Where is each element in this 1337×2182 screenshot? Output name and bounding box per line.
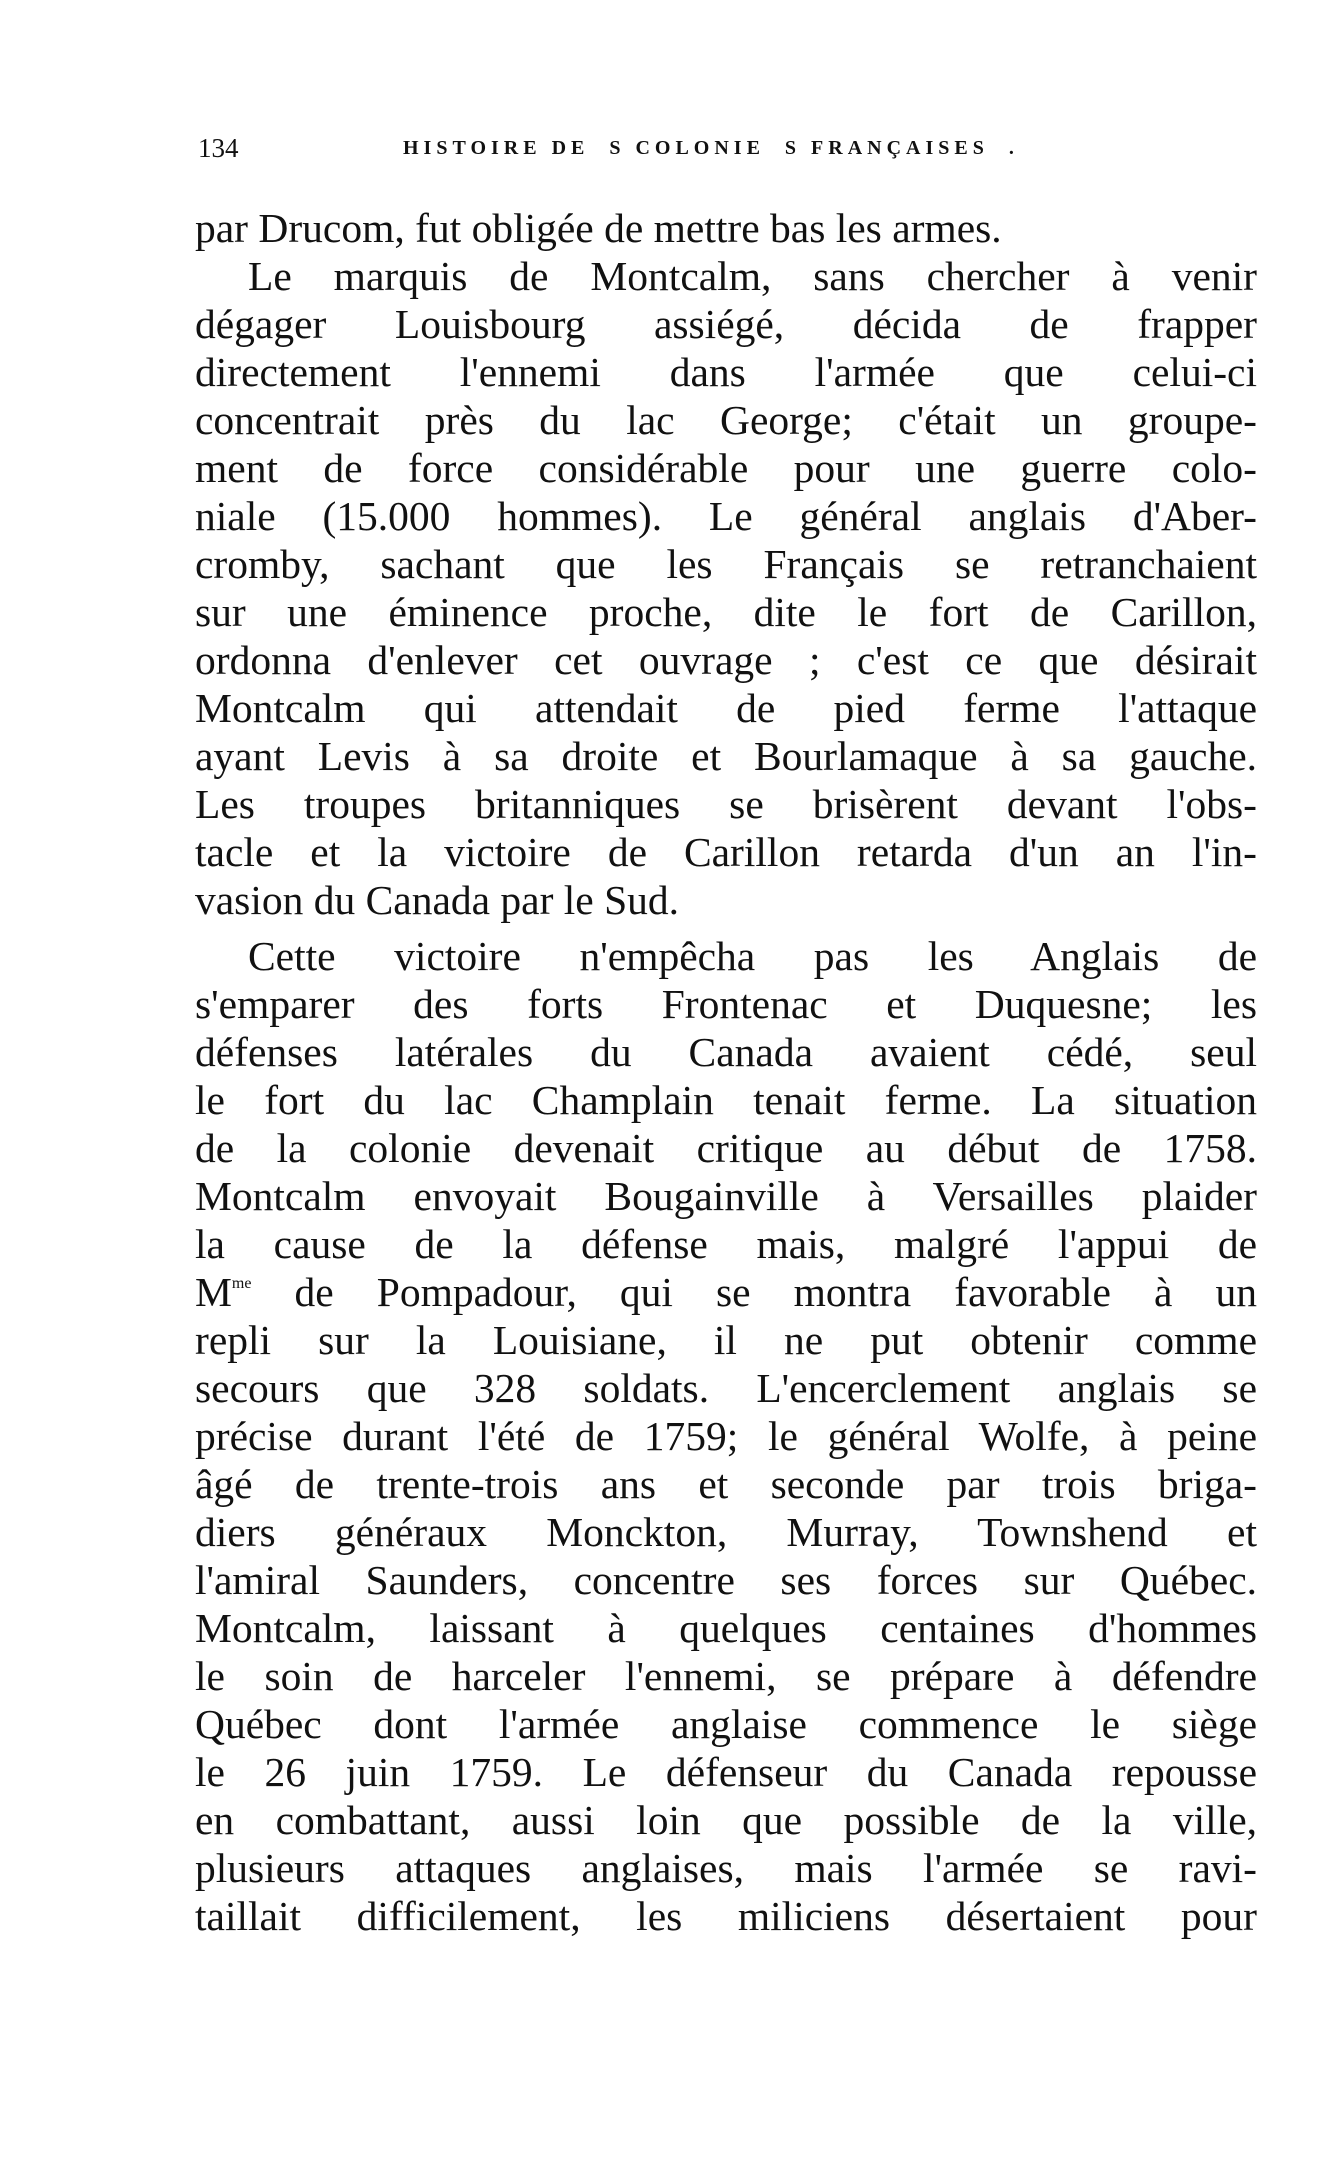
- paragraph: [195, 204, 1257, 252]
- text-line: sur une éminence proche, dite le fort de Carillon,: [195, 589, 1257, 635]
- text-line: diers généraux Monckton, Murray, Townshend et: [195, 1509, 1257, 1555]
- paragraph: [195, 252, 1257, 924]
- mme-rest: de Pompadour, qui se montra favorable à un: [251, 1269, 1257, 1315]
- text-line: taillait difficilement, les miliciens désertaient pour: [195, 1893, 1257, 1939]
- text-line-mme: [195, 1268, 1257, 1316]
- text-line: précise durant l'été de 1759; le général Wolfe, à peine: [195, 1413, 1257, 1459]
- text-line: ment de force considérable pour une guerre colo-: [195, 445, 1257, 491]
- body-text: [195, 204, 1257, 1940]
- text-line: ordonna d'enlever cet ouvrage ; c'est ce que désirait: [195, 637, 1257, 683]
- text-line: Montcalm envoyait Bougainville à Versailles plaider: [195, 1173, 1257, 1219]
- text-line: Les troupes britanniques se brisèrent devant l'obs-: [195, 781, 1257, 827]
- text-line: Cette victoire n'empêcha pas les Anglais de: [248, 933, 1257, 979]
- text-line: ayant Levis à sa droite et Bourlamaque à sa gauche.: [195, 733, 1257, 779]
- text-line: tacle et la victoire de Carillon retarda d'un an l'in-: [195, 829, 1257, 875]
- text-line: plusieurs attaques anglaises, mais l'armée se ravi-: [195, 1845, 1257, 1891]
- text-line: Le marquis de Montcalm, sans chercher à venir: [248, 253, 1257, 299]
- mme-prefix: M: [195, 1269, 232, 1315]
- paragraph-spacer: [195, 924, 1257, 932]
- text-line: âgé de trente-trois ans et seconde par trois briga-: [195, 1461, 1257, 1507]
- text-line: cromby, sachant que les Français se retranchaient: [195, 541, 1257, 587]
- text-line: la cause de la défense mais, malgré l'appui de: [195, 1221, 1257, 1267]
- text-line: Montcalm qui attendait de pied ferme l'attaque: [195, 685, 1257, 731]
- text-line: repli sur la Louisiane, il ne put obtenir comme: [195, 1317, 1257, 1363]
- text-line: secours que 328 soldats. L'encerclement anglais se: [195, 1365, 1257, 1411]
- text-line: de la colonie devenait critique au début de 1758.: [195, 1125, 1257, 1171]
- text-line: niale (15.000 hommes). Le général anglais d'Aber-: [195, 493, 1257, 539]
- text-line: Québec dont l'armée anglaise commence le siège: [195, 1701, 1257, 1747]
- text-line: défenses latérales du Canada avaient cédé, seul: [195, 1029, 1257, 1075]
- text-line: s'emparer des forts Frontenac et Duquesne; les: [195, 981, 1257, 1027]
- text-line: le soin de harceler l'ennemi, se prépare à défendre: [195, 1653, 1257, 1699]
- text-line: Montcalm, laissant à quelques centaines d'hommes: [195, 1605, 1257, 1651]
- text-line: dégager Louisbourg assiégé, décida de frapper: [195, 301, 1257, 347]
- page-number: 134: [198, 133, 239, 163]
- text-line: l'amiral Saunders, concentre ses forces sur Québec.: [195, 1557, 1257, 1603]
- paragraph: [195, 932, 1257, 1940]
- running-title: HISTOIRE DE S COLONIE S FRANÇAISES .: [403, 137, 1019, 159]
- text-line: le fort du lac Champlain tenait ferme. La situation: [195, 1077, 1257, 1123]
- page-header: [198, 128, 1258, 168]
- text-line: directement l'ennemi dans l'armée que celui-ci: [195, 349, 1257, 395]
- text-line: vasion du Canada par le Sud.: [195, 877, 680, 923]
- text-line: concentrait près du lac George; c'était un groupe-: [195, 397, 1257, 443]
- text-line: le 26 juin 1759. Le défenseur du Canada repousse: [195, 1749, 1257, 1795]
- text-line: par Drucom, fut obligée de mettre bas les armes.: [195, 205, 1002, 251]
- mme-superscript: me: [231, 1275, 252, 1292]
- text-line: en combattant, aussi loin que possible de la ville,: [195, 1797, 1257, 1843]
